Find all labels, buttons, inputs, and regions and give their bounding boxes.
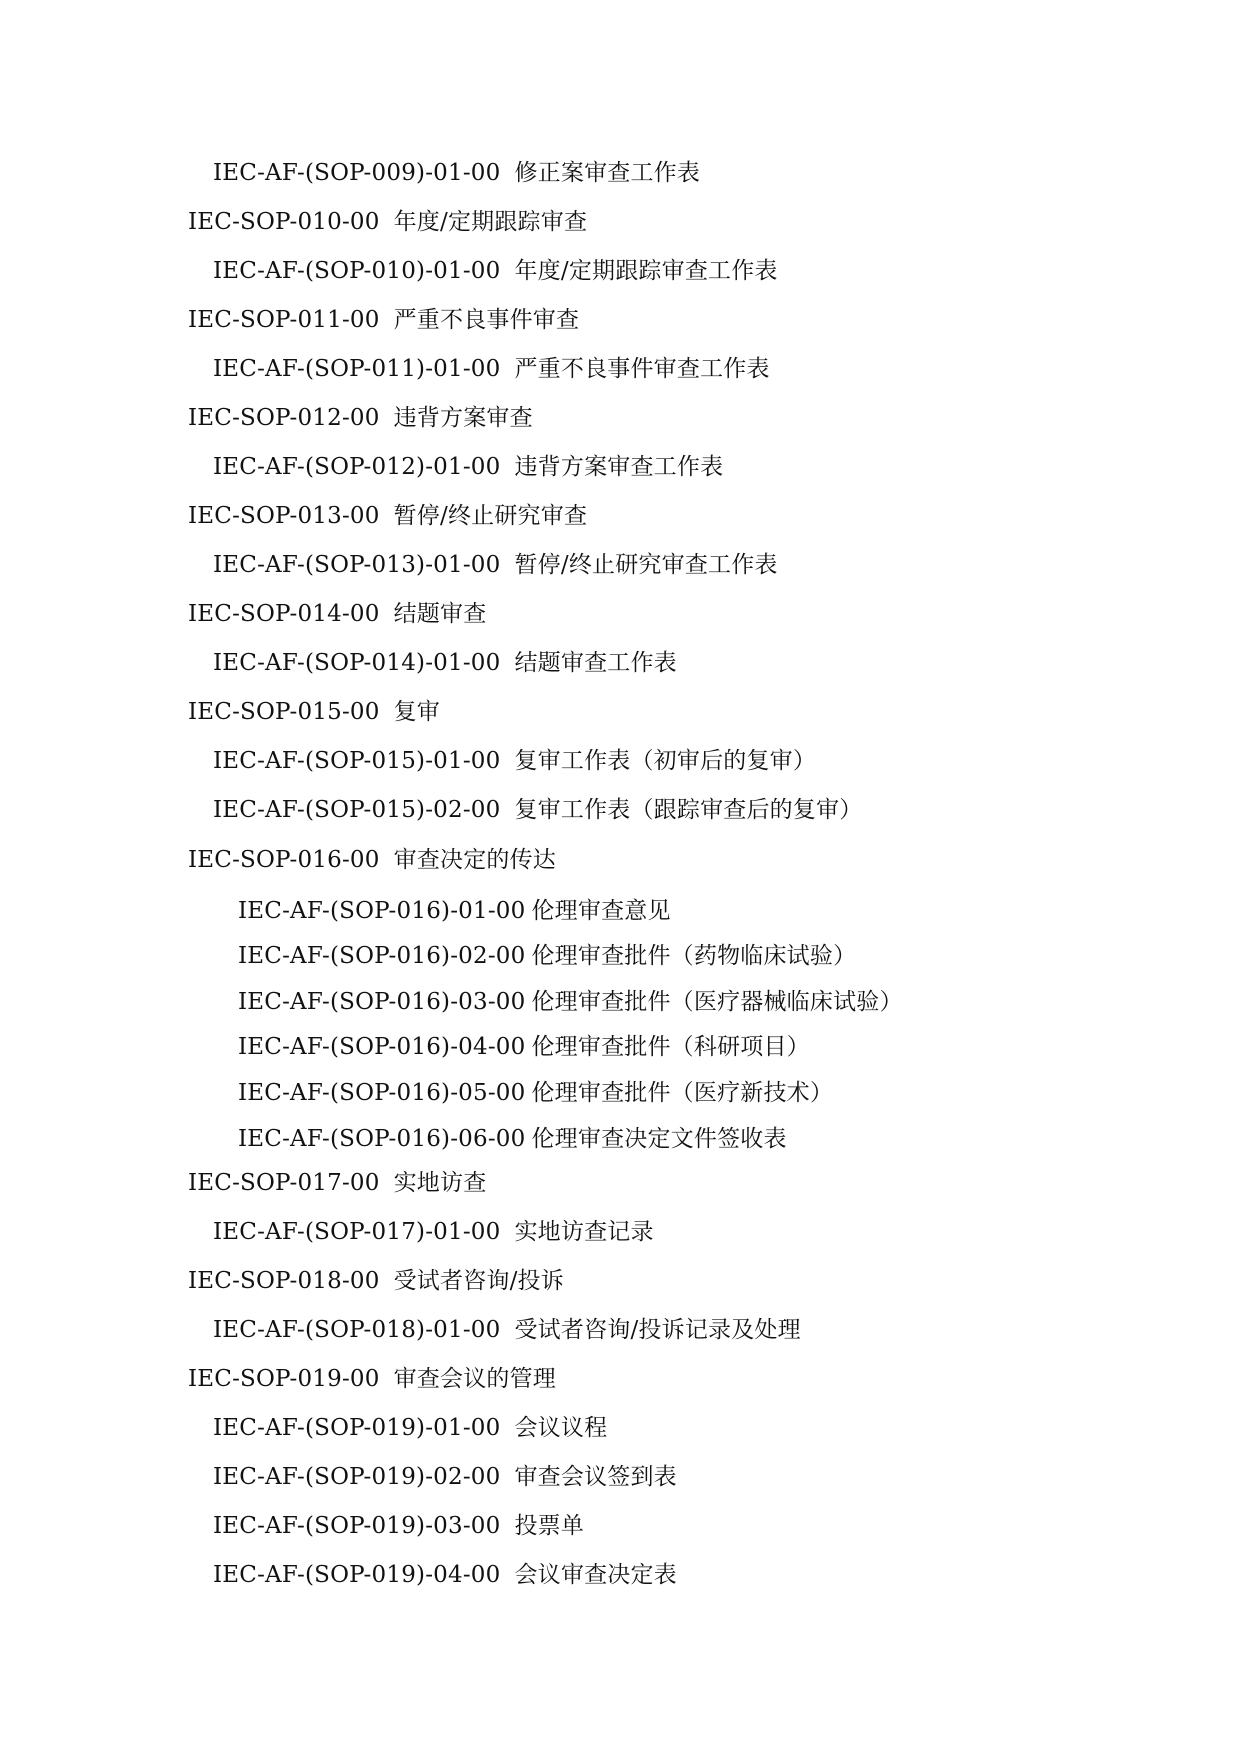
sop-title: 复审 <box>393 699 440 725</box>
list-item <box>188 403 533 433</box>
form-code: IEC-AF-(SOP-015)-02-00 <box>213 797 501 823</box>
list-item <box>213 1217 654 1247</box>
list-item <box>213 746 816 776</box>
form-title: 会议议程 <box>514 1415 608 1441</box>
form-title: 伦理审查批件（药物临床试验） <box>531 943 857 969</box>
form-title: 伦理审查批件（医疗器械临床试验） <box>531 989 903 1015</box>
list-item <box>188 501 587 531</box>
form-code: IEC-AF-(SOP-019)-01-00 <box>213 1415 501 1441</box>
form-title: 暂停/终止研究审查工作表 <box>514 552 778 578</box>
form-title: 严重不良事件审查工作表 <box>514 356 770 382</box>
list-item <box>188 697 440 727</box>
sop-code: IEC-SOP-012-00 <box>188 405 380 431</box>
form-title: 修正案审查工作表 <box>514 160 701 186</box>
sop-title: 实地访查 <box>393 1170 487 1196</box>
form-code: IEC-AF-(SOP-019)-02-00 <box>213 1464 501 1490</box>
form-code: IEC-AF-(SOP-017)-01-00 <box>213 1219 501 1245</box>
form-code: IEC-AF-(SOP-011)-01-00 <box>213 356 501 382</box>
sop-title: 年度/定期跟踪审查 <box>393 209 588 235</box>
form-title: 审查会议签到表 <box>514 1464 677 1490</box>
list-item <box>213 648 677 678</box>
list-item <box>213 1413 607 1443</box>
form-code: IEC-AF-(SOP-015)-01-00 <box>213 748 501 774</box>
list-item <box>188 207 587 237</box>
form-code: IEC-AF-(SOP-019)-03-00 <box>213 1513 501 1539</box>
form-code: IEC-AF-(SOP-009)-01-00 <box>213 160 501 186</box>
list-item <box>213 452 723 482</box>
form-code: IEC-AF-(SOP-016)-04-00 <box>238 1034 526 1060</box>
sop-code: IEC-SOP-015-00 <box>188 699 380 725</box>
list-item <box>213 158 700 188</box>
form-title: 会议审查决定表 <box>514 1562 677 1588</box>
sop-code: IEC-SOP-016-00 <box>188 847 380 873</box>
sop-code: IEC-SOP-013-00 <box>188 503 380 529</box>
form-title: 伦理审查决定文件签收表 <box>531 1126 787 1152</box>
form-title: 伦理审查意见 <box>531 898 671 924</box>
form-title: 受试者咨询/投诉记录及处理 <box>514 1317 801 1343</box>
sop-code: IEC-SOP-018-00 <box>188 1268 380 1294</box>
list-item <box>213 795 862 825</box>
list-item <box>238 1032 810 1062</box>
list-item <box>188 845 556 875</box>
sop-title: 严重不良事件审查 <box>393 307 580 333</box>
form-title: 结题审查工作表 <box>514 650 677 676</box>
form-title: 投票单 <box>514 1513 585 1539</box>
sop-code: IEC-SOP-010-00 <box>188 209 380 235</box>
sop-title: 审查会议的管理 <box>393 1366 556 1392</box>
list-item <box>238 987 903 1017</box>
form-code: IEC-AF-(SOP-010)-01-00 <box>213 258 501 284</box>
list-item <box>188 1266 564 1296</box>
form-title: 复审工作表（跟踪审查后的复审） <box>514 797 863 823</box>
form-code: IEC-AF-(SOP-016)-02-00 <box>238 943 526 969</box>
sop-code: IEC-SOP-017-00 <box>188 1170 380 1196</box>
form-code: IEC-AF-(SOP-013)-01-00 <box>213 552 501 578</box>
sop-title: 违背方案审查 <box>393 405 533 431</box>
list-item <box>213 256 778 286</box>
form-code: IEC-AF-(SOP-016)-05-00 <box>238 1080 526 1106</box>
sop-code: IEC-SOP-011-00 <box>188 307 380 333</box>
form-title: 违背方案审查工作表 <box>514 454 724 480</box>
sop-title: 暂停/终止研究审查 <box>393 503 588 529</box>
form-code: IEC-AF-(SOP-014)-01-00 <box>213 650 501 676</box>
form-code: IEC-AF-(SOP-016)-06-00 <box>238 1126 526 1152</box>
form-title: 伦理审查批件（医疗新技术） <box>531 1080 834 1106</box>
form-code: IEC-AF-(SOP-018)-01-00 <box>213 1317 501 1343</box>
form-code: IEC-AF-(SOP-016)-01-00 <box>238 898 526 924</box>
list-item <box>238 1078 833 1108</box>
sop-title: 审查决定的传达 <box>393 847 556 873</box>
form-title: 实地访查记录 <box>514 1219 654 1245</box>
list-item <box>213 550 778 580</box>
list-item <box>188 599 486 629</box>
sop-code: IEC-SOP-019-00 <box>188 1366 380 1392</box>
list-item <box>238 941 856 971</box>
form-code: IEC-AF-(SOP-019)-04-00 <box>213 1562 501 1588</box>
list-item <box>213 1462 677 1492</box>
list-item <box>238 1124 787 1154</box>
list-item <box>213 354 770 384</box>
sop-title: 受试者咨询/投诉 <box>393 1268 564 1294</box>
sop-title: 结题审查 <box>393 601 487 627</box>
list-item <box>213 1560 677 1590</box>
list-item <box>213 1511 584 1541</box>
form-title: 年度/定期跟踪审查工作表 <box>514 258 778 284</box>
form-code: IEC-AF-(SOP-012)-01-00 <box>213 454 501 480</box>
list-item <box>238 896 671 926</box>
form-title: 伦理审查批件（科研项目） <box>531 1034 810 1060</box>
form-title: 复审工作表（初审后的复审） <box>514 748 817 774</box>
list-item <box>213 1315 801 1345</box>
sop-code: IEC-SOP-014-00 <box>188 601 380 627</box>
form-code: IEC-AF-(SOP-016)-03-00 <box>238 989 526 1015</box>
list-item <box>188 1168 486 1198</box>
list-item <box>188 305 579 335</box>
list-item <box>188 1364 556 1394</box>
